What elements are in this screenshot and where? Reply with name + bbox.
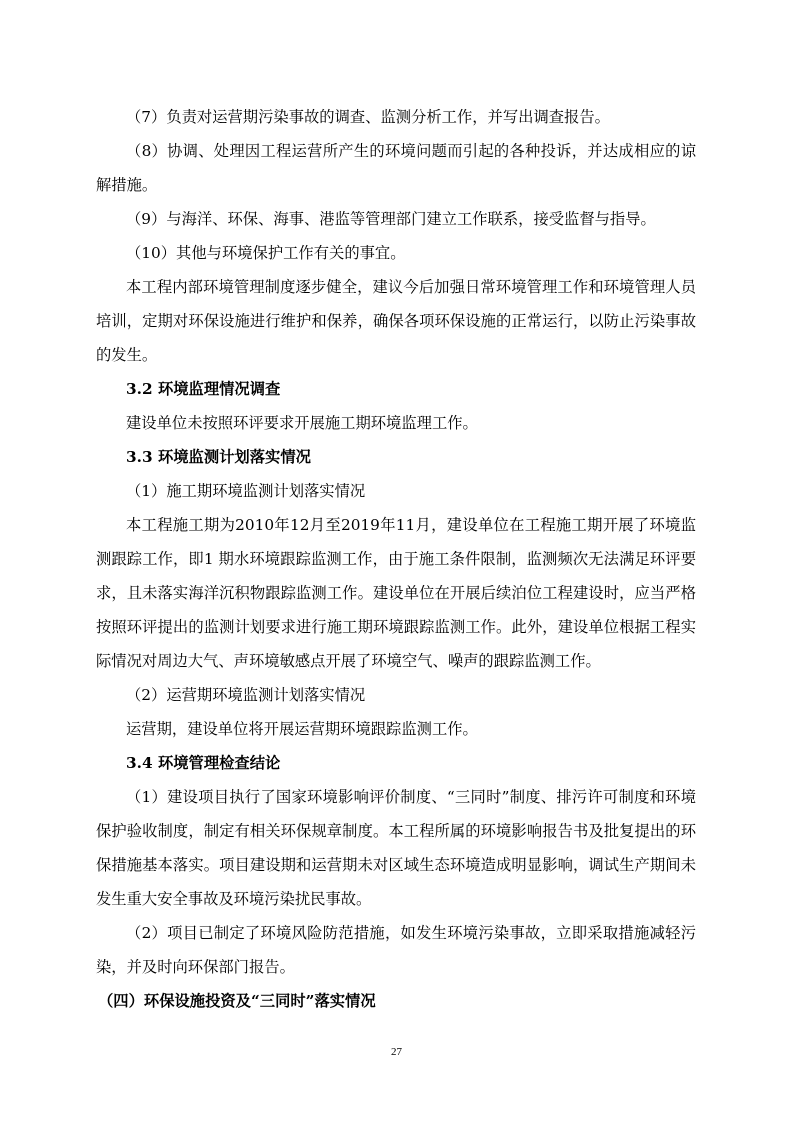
section-heading-3-4: 3.4 环境管理检查结论	[126, 754, 281, 772]
section-3-3-body-1: 本工程施工期为2010年12月至2019年11月，建设单位在工程施工期开展了环境监测跟踪工作，即1 期水环境跟踪监测工作，由于施工条件限制，监测频次无法满足环评要求，且未落实海洋沉积物跟踪监测工作。建设单位在开展后续泊位工程建设时，应当严格按照环评提出的监测计划要求进行施工期环境跟踪监测工作。此外，建设单位根据工程实际情况对周边大气、声环境敏感点开展了环境空气、噪声的跟踪监测工作。	[96, 516, 696, 670]
section-heading-3-2: 3.2 环境监理情况调查	[126, 380, 281, 398]
page-content	[96, 100, 696, 1018]
section-3-4-item-1: （1）建设项目执行了国家环境影响评价制度、“三同时”制度、排污许可制度和环境保护验收制度，制定有相关环保规章制度。本工程所属的环境影响报告书及批复提出的环保措施基本落实。项目建设期和运营期未对区域生态环境造成明显影响，调试生产期间未发生重大安全事故及环境污染扰民事故。	[96, 788, 696, 908]
section-heading-4: （四）环保设施投资及“三同时”落实情况	[98, 992, 376, 1010]
paragraph-item-10: （10）其他与环境保护工作有关的事宜。	[126, 244, 406, 262]
section-3-3-subheading-2: （2）运营期环境监测计划落实情况	[126, 686, 366, 704]
section-3-3-subheading-1: （1）施工期环境监测计划落实情况	[126, 482, 366, 500]
section-3-2-body: 建设单位未按照环评要求开展施工期环境监理工作。	[126, 414, 478, 432]
paragraph-item-8: （8）协调、处理因工程运营所产生的环境问题而引起的各种投诉，并达成相应的谅解措施。	[96, 142, 696, 194]
paragraph-item-7: （7）负责对运营期污染事故的调查、监测分析工作，并写出调查报告。	[126, 108, 610, 126]
section-heading-3-3: 3.3 环境监测计划落实情况	[126, 448, 311, 466]
paragraph-item-9: （9）与海洋、环保、海事、港监等管理部门建立工作联系，接受监督与指导。	[126, 210, 656, 228]
paragraph-internal-management: 本工程内部环境管理制度逐步健全，建议今后加强日常环境管理工作和环境管理人员培训，定期对环保设施进行维护和保养，确保各项环保设施的正常运行，以防止污染事故的发生。	[96, 278, 696, 364]
section-3-4-item-2: （2）项目已制定了环境风险防范措施，如发生环境污染事故，立即采取措施减轻污染，并及时向环保部门报告。	[96, 924, 696, 976]
section-3-3-body-2: 运营期，建设单位将开展运营期环境跟踪监测工作。	[126, 720, 478, 738]
page-number: 27	[391, 1046, 402, 1058]
